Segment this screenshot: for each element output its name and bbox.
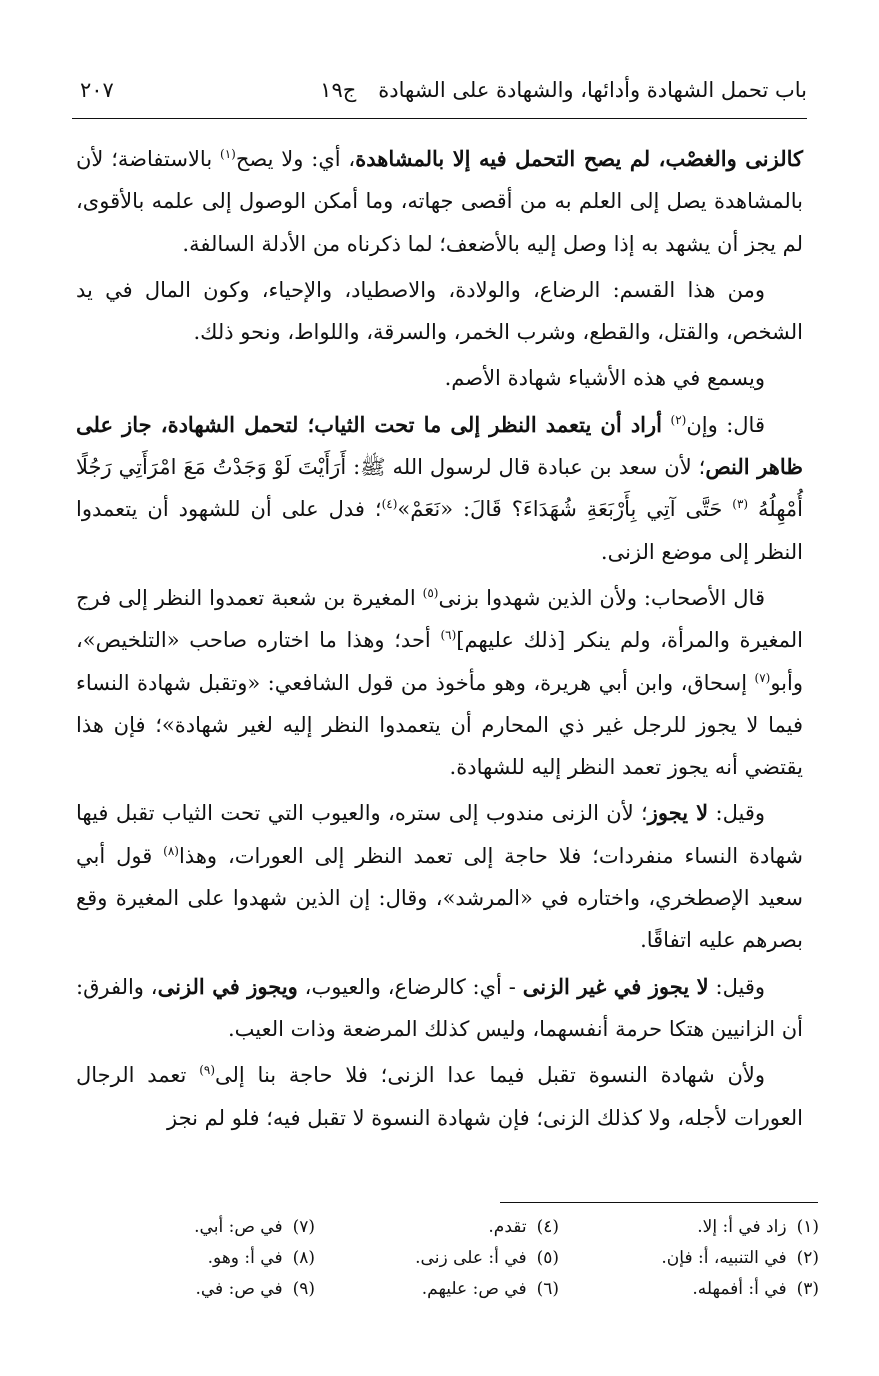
footnote: [315, 1243, 559, 1274]
footnote: [115, 1212, 315, 1243]
matn-text: كالزنى والغصْب، لم يصح التحمل فيه إلا بالمشاهدة: [355, 146, 803, 171]
footnote-text: في أ: على زنى.: [415, 1248, 527, 1268]
footnote: [559, 1274, 819, 1305]
paragraph: كالزنى والغصْب، لم يصح التحمل فيه إلا بالمشاهدة، أي: ولا يصح$^{(١)}$ بالاستفاضة؛ لأن بالمشاهدة يصل إلى العلم به من أقصى جهاته، وما أمكن الوصول إلى علمه بالأقوى، لم يجز أن يشهد به إذا وصل إليه بالأضعف؛ لما ذكرناه من الأدلة السالفة.: [76, 146, 803, 256]
footnote-marker: (٨): [163, 843, 179, 858]
footnote-number: (٤): [536, 1217, 559, 1237]
footnote-marker: (٣): [732, 497, 749, 512]
footnotes: [120, 1212, 819, 1305]
chapter-title-text: باب تحمل الشهادة وأدائها، والشهادة على الشهادة: [378, 78, 807, 102]
footnote-text: في ص: عليهم.: [421, 1279, 527, 1299]
matn-text: ويجوز في الزنى: [157, 973, 298, 999]
page-number: ٢٠٧: [80, 78, 114, 102]
matn-text: لا يجوز: [647, 800, 709, 826]
paragraph: وقيل: لا يجوز في غير الزنى - أي: كالرضاع، والعيوب، ويجوز في الزنى، والفرق: أن الزانيين هتكا حرمة أنفسهما، وليس كذلك المرضعة وذات العيب.: [76, 973, 803, 1041]
footnote-text: في أ: وهو.: [207, 1248, 283, 1268]
running-header: [72, 78, 807, 112]
footnote-marker: (٤): [381, 497, 398, 512]
footnote: [115, 1274, 315, 1305]
footnote: [315, 1274, 559, 1305]
footnote-marker: (٥): [422, 585, 439, 600]
footnote: [559, 1243, 819, 1274]
header-rule: [72, 118, 807, 119]
footnote-text: في التنبيه، أ: فإن.: [661, 1248, 787, 1268]
footnote-text: في أ: أفمهله.: [692, 1279, 787, 1299]
paragraph: ولأن شهادة النسوة تقبل فيما عدا الزنى؛ فلا حاجة بنا إلى$^{(٩)}$ تعمد الرجال العورات لأجله، ولا كذلك الزنى؛ فإن شهادة النسوة لا تقبل فيه؛ فلو لم نجز: [76, 1063, 803, 1130]
footnote-rule: [500, 1202, 818, 1203]
paragraph: ومن هذا القسم: الرضاع، والولادة، والاصطياد، والإحياء، وكون المال في يد الشخص، والقتل، والقطع، وشرب الخمر، والسرقة، واللواط، ونحو ذلك.: [76, 277, 803, 345]
footnote: [315, 1212, 559, 1243]
footnote-number: (٥): [536, 1248, 559, 1268]
footnote: [115, 1243, 315, 1274]
footnote-marker: (٦): [440, 628, 457, 643]
footnote-marker: (١): [220, 147, 236, 161]
footnote-number: (٦): [536, 1279, 559, 1299]
paragraph: وقيل: لا يجوز؛ لأن الزنى مندوب إلى ستره، والعيوب التي تحت الثياب تقبل فيها شهادة النساء منفردات؛ فلا حاجة إلى تعمد النظر إلى العورات، وهذا$^{(٨)}$ قول أبي سعيد الإصطخري، واختاره في «المرشد»، وقال: إن الذين شهدوا على المغيرة وقع بصرهم عليه اتفاقًا.: [76, 800, 803, 953]
footnote-number: (٧): [292, 1217, 315, 1237]
footnote-number: (٢): [796, 1248, 819, 1268]
paragraph: قال: وإن$^{(٢)}$ أراد أن يتعمد النظر إلى ما تحت الثياب؛ لتحمل الشهادة، جاز على ظاهر النص؛ لأن سعد بن عبادة قال لرسول الله ﷺ: أَرَأَيْتَ لَوْ وَجَدْتُ مَعَ امْرَأَتِي رَجُلًا أُمْهِلُهُ $^{(٣)}$ حَتَّى آتِي بِأَرْبَعَةِ شُهَدَاءَ؟ قَالَ: «نَعَمْ»$^{(٤)}$؛ فدل على أن للشهود أن يتعمدوا النظر إلى موضع الزنى.: [76, 411, 803, 564]
footnote-text: تقدم.: [488, 1217, 527, 1237]
footnote-marker: (٢): [670, 412, 687, 427]
footnote-marker: (٩): [199, 1063, 216, 1078]
footnote-text: في ص: في.: [195, 1279, 283, 1299]
footnote-text: في ص: أبي.: [194, 1217, 283, 1237]
chapter-title: [320, 78, 807, 102]
footnote-number: (١): [796, 1217, 819, 1237]
footnote-number: (٨): [292, 1248, 315, 1268]
footnote-number: (٣): [796, 1279, 819, 1299]
volume-label: ج١٩: [320, 78, 357, 102]
footnote-marker: (٧): [754, 670, 771, 685]
body-text: [76, 138, 803, 1139]
matn-text: لا يجوز في غير الزنى: [522, 973, 709, 999]
footnote: [559, 1212, 819, 1243]
matn-text: أراد أن يتعمد النظر إلى ما تحت الثياب؛ لتحمل الشهادة، جاز على ظاهر النص: [76, 411, 803, 480]
paragraph: قال الأصحاب: ولأن الذين شهدوا بزنى$^{(٥)}$ المغيرة بن شعبة تعمدوا النظر إلى فرج المغيرة والمرأة، ولم ينكر [ذلك عليهم]$^{(٦)}$ أحد؛ وهذا ما اختاره صاحب «التلخيص»، وأبو$^{(٧)}$ إسحاق، وابن أبي هريرة، وهو مأخوذ من قول الشافعي: «وتقبل شهادة النساء فيما لا يجوز للرجل غير ذي المحارم أن يتعمدوا النظر إليه لغير شهادة»؛ فإن هذا يقتضي أنه يجوز تعمد النظر إليه للشهادة.: [76, 585, 803, 780]
paragraph: ويسمع في هذه الأشياء شهادة الأصم.: [444, 366, 765, 391]
footnote-text: زاد في أ: إلا.: [697, 1217, 787, 1237]
footnote-number: (٩): [292, 1279, 315, 1299]
